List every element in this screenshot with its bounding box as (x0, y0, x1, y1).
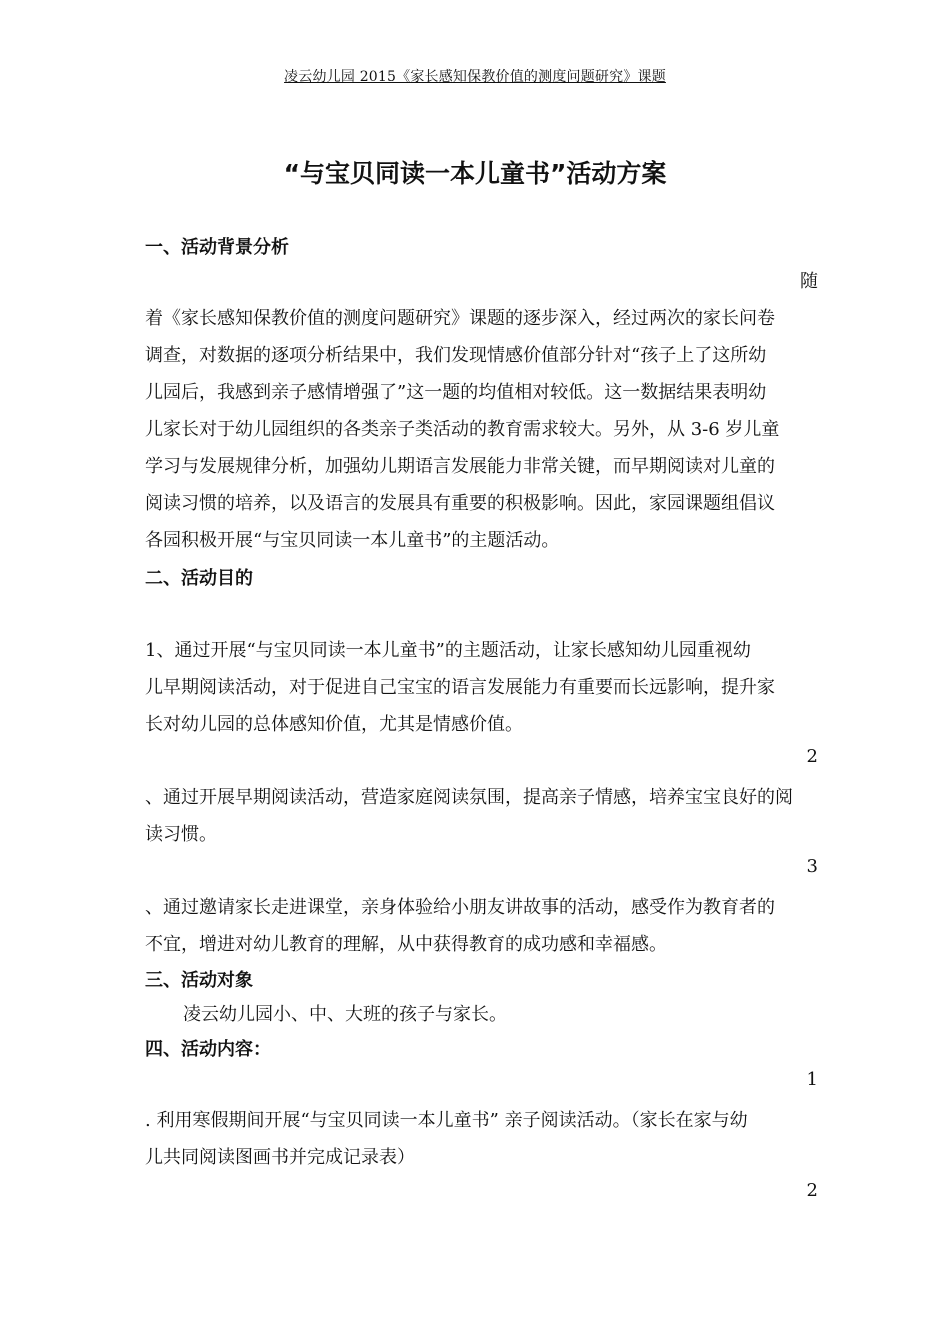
paragraph-line: 儿园后，我感到亲子感情增强了”这一题的均值相对较低。这一数据结果表明幼 (145, 382, 767, 403)
paragraph-line: 儿家长对于幼儿园组织的各类亲子类活动的教育需求较大。另外，从 3-6 岁儿童 (145, 419, 780, 440)
purpose-item-line: 儿早期阅读活动，对于促进自己宝宝的语言发展能力有重要而长远影响，提升家 (145, 677, 775, 698)
item-number: 3 (806, 856, 818, 877)
paragraph-line: 学习与发展规律分析，加强幼儿期语言发展能力非常关键，而早期阅读对儿童的 (145, 456, 775, 477)
purpose-item-line: 、通过开展早期阅读活动，营造家庭阅读氛围，提高亲子情感，培养宝宝良好的阅 (145, 787, 793, 808)
item-number: 2 (806, 746, 818, 767)
content-item-line: 儿共同阅读图画书并完成记录表） (145, 1147, 415, 1168)
paragraph-line: 调查，对数据的逐项分析结果中，我们发现情感价值部分针对“孩子上了这所幼 (145, 345, 767, 366)
paragraph-line: 各园积极开展“与宝贝同读一本儿童书”的主题活动。 (145, 530, 560, 551)
purpose-item-line: 不宜，增进对幼儿教育的理解，从中获得教育的成功感和幸福感。 (145, 934, 667, 955)
item-number: 1 (806, 1069, 818, 1090)
purpose-item-line: 1、通过开展“与宝贝同读一本儿童书”的主题活动，让家长感知幼儿园重视幼 (145, 640, 751, 661)
content-item-line: . 利用寒假期间开展“与宝贝同读一本儿童书” 亲子阅读活动。（家长在家与幼 (145, 1110, 748, 1131)
item-number: 2 (806, 1180, 818, 1201)
paragraph-lead-char: 随 (800, 271, 818, 292)
document-title: “与宝贝同读一本儿童书”活动方案 (283, 159, 667, 188)
section-heading-target: 三、活动对象 (145, 970, 253, 991)
section-heading-background: 一、活动背景分析 (145, 237, 289, 258)
paragraph-line: 着《家长感知保教价值的测度问题研究》课题的逐步深入，经过两次的家长问卷 (145, 308, 775, 329)
page-header: 凌云幼儿园 2015《家长感知保教价值的测度问题研究》课题 (284, 69, 666, 85)
section-heading-content: 四、活动内容： (145, 1039, 271, 1060)
purpose-item-line: 读习惯。 (145, 824, 217, 845)
purpose-item-line: 长对幼儿园的总体感知价值，尤其是情感价值。 (145, 714, 523, 735)
section-heading-purpose: 二、活动目的 (145, 568, 253, 589)
paragraph-line: 阅读习惯的培养，以及语言的发展具有重要的积极影响。因此，家园课题组倡议 (145, 493, 775, 514)
target-text: 凌云幼儿园小、中、大班的孩子与家长。 (183, 1004, 507, 1025)
purpose-item-line: 、通过邀请家长走进课堂，亲身体验给小朋友讲故事的活动，感受作为教育者的 (145, 897, 775, 918)
